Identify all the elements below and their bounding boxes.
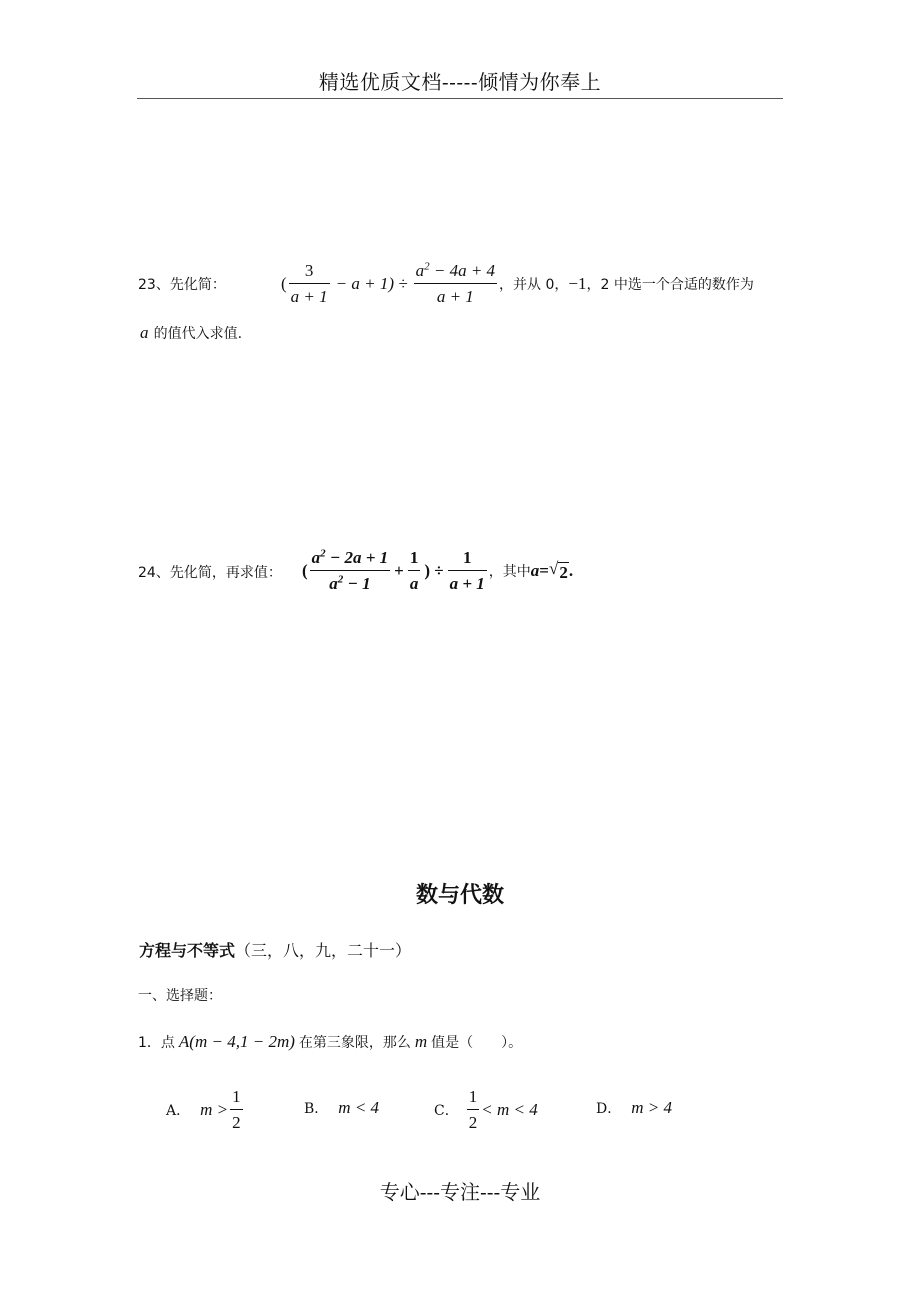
q23-open-paren: ( <box>281 273 287 293</box>
q1-option-a[interactable] <box>166 1086 245 1134</box>
page-header-title: 精选优质文档-----倾情为你奉上 <box>318 70 602 94</box>
q1-option-d[interactable] <box>596 1098 672 1118</box>
option-a-fraction: $\frac{1}{2}$ <box>232 1087 241 1133</box>
option-d-expr: m > 4 <box>631 1098 672 1117</box>
q23-fraction-2 <box>414 260 497 308</box>
q24-sqrt <box>549 559 569 583</box>
q24-fraction-3 <box>448 547 487 595</box>
q24-cond-eq: = <box>539 560 549 580</box>
q24-open-paren: ( <box>302 560 308 580</box>
q24-f1-numerator: $a^2 - 2a + 1$ <box>310 547 391 571</box>
q1-mid: 在第三象限，那么 <box>298 1035 411 1051</box>
q23-label: 23、先化简： <box>138 277 226 293</box>
q23-f1-numerator: 3 <box>289 260 330 284</box>
subtitle-bold: 方程与不等式 <box>139 941 236 960</box>
sqrt-icon: √ <box>548 558 559 578</box>
q24-f2-denominator: a <box>409 574 419 594</box>
option-c-label: C． <box>434 1102 459 1119</box>
q23-neg-one: −1 <box>568 273 587 293</box>
section-part-heading: 一、选择题： <box>138 988 222 1004</box>
q23-line2-text: 的值代入求值. <box>153 326 243 342</box>
q24-radicand: 2 <box>559 562 568 582</box>
q24-f3-numerator: 1 <box>448 547 487 571</box>
q23-fraction-1 <box>289 260 330 308</box>
q23-f1-denominator: a + 1 <box>290 287 328 307</box>
q24-f3-denominator: a + 1 <box>449 574 485 594</box>
q1-stem <box>138 1032 522 1052</box>
q24-plus: + <box>394 560 404 580</box>
q23-expression <box>281 260 754 308</box>
q23-f2-numerator: $a^2 - 4a + 4$ <box>414 260 497 284</box>
option-d-label: D． <box>596 1101 622 1117</box>
q1-label: 1．点 <box>138 1035 175 1051</box>
q23-line2-var: a <box>140 323 149 342</box>
option-b-label: B． <box>304 1101 329 1117</box>
option-c-fraction: $\frac{1}{2}$ <box>468 1087 478 1133</box>
option-a-label: A． <box>166 1102 191 1119</box>
q24-tail: ，其中 <box>488 563 531 580</box>
q23-line-2 <box>140 323 242 343</box>
option-b-expr: m < 4 <box>338 1098 380 1117</box>
option-a-lhs: m > <box>200 1099 229 1119</box>
q24-period: . <box>568 560 574 580</box>
q1-point: A(m − 4,1 − 2m) <box>178 1032 295 1051</box>
section-title: 数与代数 <box>415 883 504 908</box>
q23-tail-2: ，2 中选一个合适的数作为 <box>586 276 754 293</box>
q24-f2-numerator: 1 <box>408 547 421 571</box>
q24-expression <box>302 547 573 595</box>
q23-middle: − a + 1) ÷ <box>335 273 408 293</box>
page-footer: 专心---专注---专业 <box>379 1180 541 1204</box>
q24-label: 24、先化简，再求值： <box>138 565 282 581</box>
q1-var: m <box>414 1032 428 1051</box>
q24-cond-var: a <box>530 560 540 580</box>
q24-fraction-2 <box>408 547 421 595</box>
q23-f2-denominator: a + 1 <box>436 287 474 307</box>
header-divider <box>137 98 783 99</box>
q24-f1-denominator: $a^2 - 1$ <box>329 573 371 594</box>
subtitle-rest: （三，八，九，二十一） <box>235 941 412 960</box>
q24-close-divide: ) ÷ <box>424 560 444 580</box>
q1-option-c[interactable] <box>434 1086 538 1134</box>
q24-fraction-1 <box>310 547 391 595</box>
q23-tail-1: ，并从 0， <box>499 276 569 293</box>
option-c-rest: < m < 4 <box>481 1099 538 1119</box>
q1-option-b[interactable] <box>304 1098 379 1118</box>
q1-end: 值是（ ）。 <box>431 1035 523 1051</box>
section-subtitle <box>139 938 411 961</box>
